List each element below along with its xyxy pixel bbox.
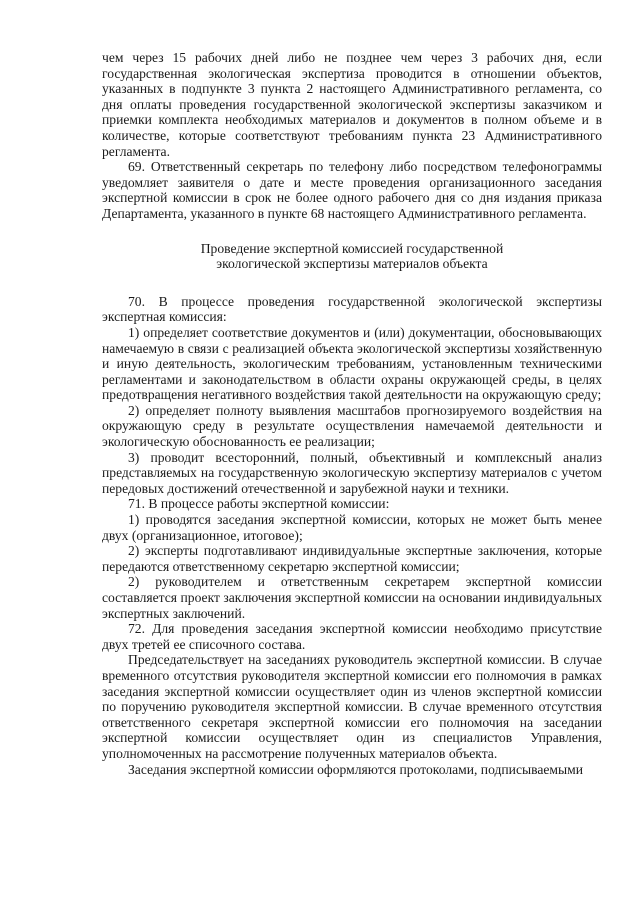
continuation-paragraph: чем через 15 рабочих дней либо не позднее чем через 3 рабочих дня, если государственная экологическая экспертиза проводится в отношении объектов, указанных в подпункте 3 пункта 2 настоящего Административного регламента, со дня оплаты проведения государственной экологической экспертизы заказчиком и приемки комплекта необходимых материалов и документов в полном объеме и в количестве, которые соответствуют требованиям пункта 23 Административного регламента.	[102, 50, 602, 159]
list-item-71-1: 1) проводятся заседания экспертной комиссии, которых не может быть менее двух (организационное, итоговое);	[102, 512, 602, 543]
list-item-70-2: 2) определяет полноту выявления масштабов прогнозируемого воздействия на окружающую среду в результате осуществления намечаемой деятельности и экологическую обоснованность ее реализации;	[102, 402, 602, 450]
document-body	[102, 50, 602, 777]
list-item-70-3: 3) проводит всесторонний, полный, объективный и комплексный анализ представляемых на государственную экологическую экспертизу материалов с учетом передовых достижений отечественной и зарубежной науки и техники.	[102, 449, 602, 496]
paragraph-chair: Председательствует на заседаниях руководитель экспертной комиссии. В случае временного отсутствия руководителя экспертной комиссии его полномочия в рамках заседания экспертной комиссии осуществляет один из членов экспертной комиссии по поручению руководителя экспертной комиссии. В случае временного отсутствия ответственного секретаря экспертной комиссии его полномочия на заседании экспертной комиссии осуществляет один из специалистов Управления, уполномоченных на рассмотрение полученных материалов объекта.	[102, 652, 602, 761]
section-heading-line-1: Проведение экспертной комиссией государственной	[200, 240, 504, 256]
section-heading-line-2: экологической экспертизы материалов объекта	[216, 256, 488, 272]
paragraph-71: 71. В процессе работы экспертной комиссии:	[128, 496, 390, 512]
section-heading	[102, 241, 602, 272]
paragraph-69: 69. Ответственный секретарь по телефону либо посредством телефонограммы уведомляет заявителя о дате и месте проведения организационного заседания экспертной комиссии в срок не более одного рабочего дня со дня издания приказа Департамента, указанного в пункте 68 настоящего Административного регламента.	[102, 159, 602, 221]
paragraph-72: 72. Для проведения заседания экспертной комиссии необходимо присутствие двух третей ее списочного состава.	[102, 621, 602, 652]
list-item-71-2: 2) эксперты подготавливают индивидуальные экспертные заключения, которые передаются ответственному секретарю экспертной комиссии;	[102, 543, 602, 574]
list-item-70-1: 1) определяет соответствие документов и (или) документации, обосновывающих намечаемую в связи с реализацией объекта экологической экспертизы хозяйственную и иную деятельность, экологическим требованиям, установленным техническими регламентами и законодательством в области охраны окружающей среды, в целях предотвращения негативного воздействия такой деятельности на окружающую среду;	[102, 324, 602, 403]
paragraph-70: 70. В процессе проведения государственной экологической экспертизы экспертная комиссия:	[102, 293, 602, 325]
list-item-71-3: 2) руководителем и ответственным секретарем экспертной комиссии составляется проект заключения экспертной комиссии на основании индивидуальных экспертных заключений.	[102, 574, 602, 621]
paragraph-protocols: Заседания экспертной комиссии оформляются протоколами, подписываемыми	[128, 761, 584, 777]
